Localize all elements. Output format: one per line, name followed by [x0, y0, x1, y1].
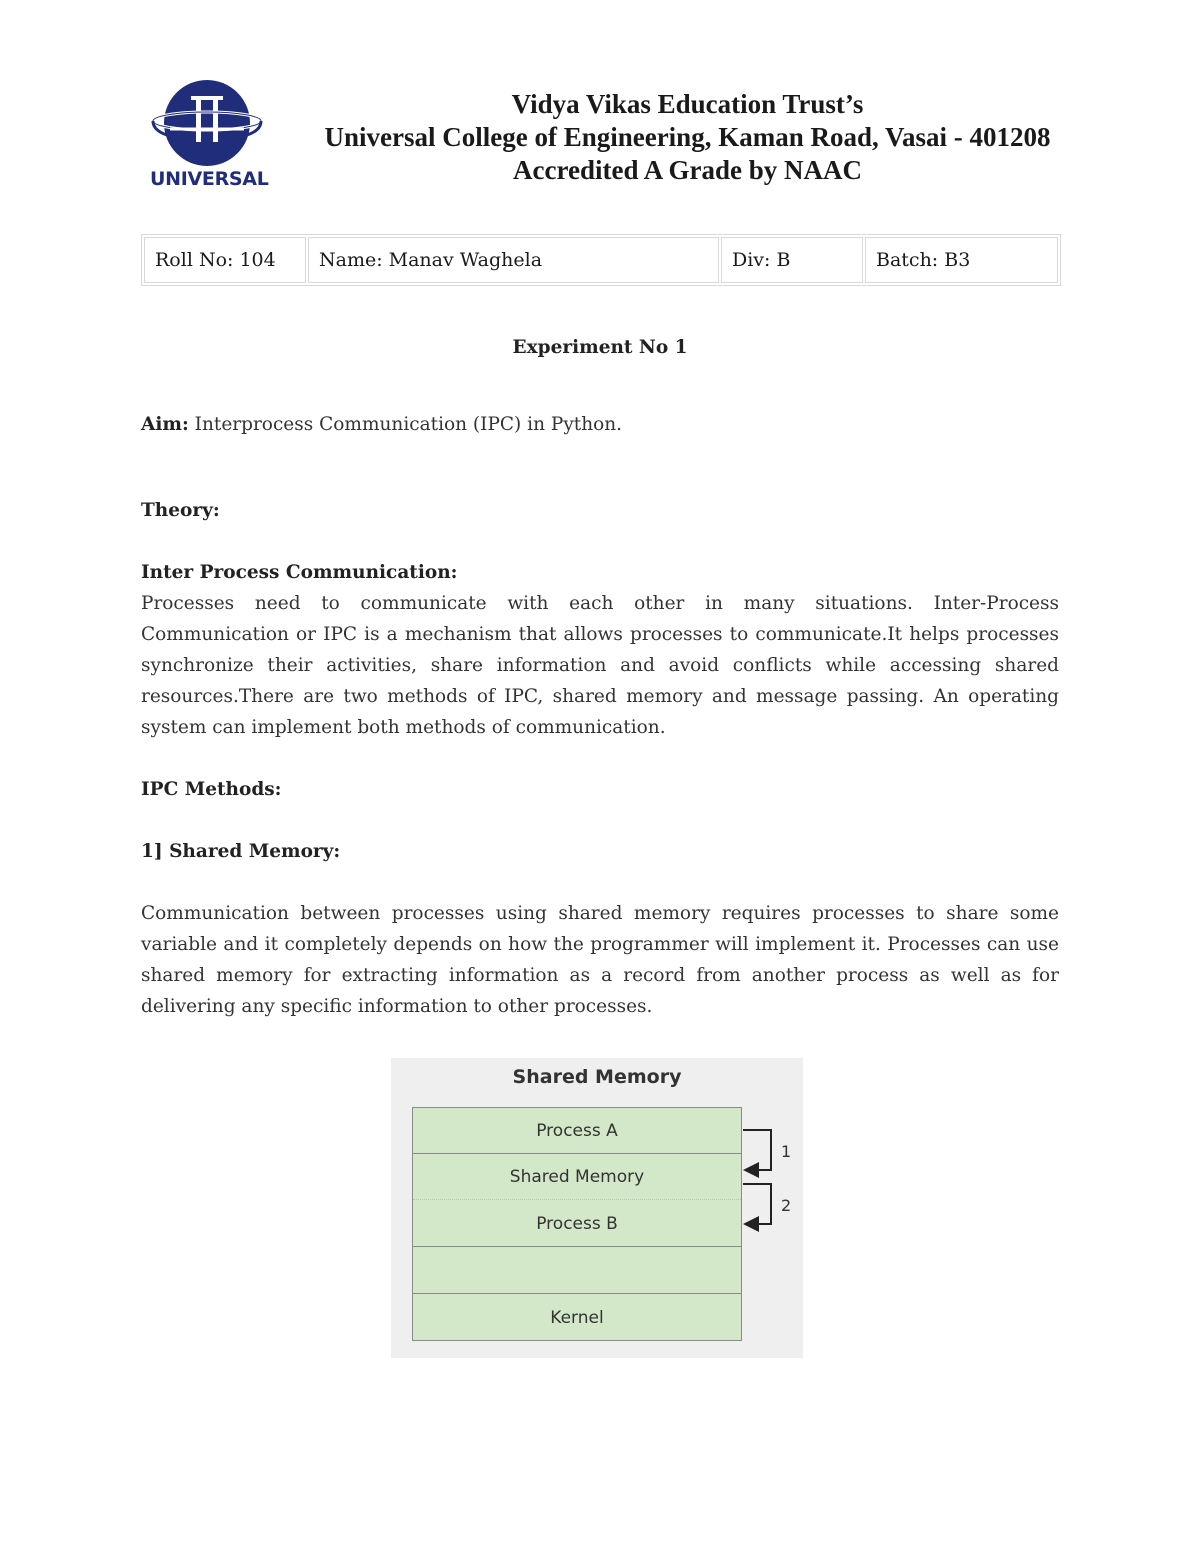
experiment-title: Experiment No 1: [512, 337, 688, 358]
ipc-paragraph: Processes need to communicate with each other in many situations. Inter-Process Communication or IPC is a mechanism that allows processes to communicate.It helps processes synchronize their activities, share information and avoid conflicts while accessing shared resources.There are two methods of IPC, shared memory and message passing. An operating system can implement both methods of communication.: [141, 593, 1059, 738]
process-a-block: Process A: [413, 1108, 741, 1154]
memory-stack: [412, 1107, 742, 1341]
empty-block: [413, 1248, 741, 1294]
arrow-2-icon: [743, 1184, 771, 1224]
logo-text: UNIVERSAL: [150, 168, 269, 190]
arrow-1-icon: [743, 1130, 771, 1170]
aim-line: [141, 409, 1059, 440]
shared-memory-block: Shared Memory: [413, 1154, 741, 1200]
theory-heading: Theory:: [141, 500, 220, 521]
arrow-label-1: 1: [781, 1142, 792, 1161]
shared-memory-heading: 1] Shared Memory:: [141, 841, 341, 862]
college-logo: [150, 74, 268, 194]
arrows-icon: [741, 1124, 781, 1234]
student-info-table: [141, 234, 1061, 286]
accreditation: Accredited A Grade by NAAC: [513, 155, 862, 185]
shared-memory-paragraph: Communication between processes using shared memory requires processes to share some variable and it completely depends on how the programmer will implement it. Processes can use shared memory for extracting information as a record from another process as well as for delivering any specific information to other processes.: [141, 903, 1059, 1017]
shared-memory-diagram: [391, 1058, 803, 1358]
name-cell: Name: Manav Waghela: [308, 237, 719, 283]
process-b-block: Process B: [413, 1201, 741, 1247]
methods-heading: IPC Methods:: [141, 779, 282, 800]
aim-label: Aim:: [141, 414, 189, 435]
roll-no-cell: Roll No: 104: [144, 237, 306, 283]
diagram-title: Shared Memory: [512, 1066, 682, 1088]
trust-name: Vidya Vikas Education Trust’s: [511, 89, 864, 119]
student-info-row: [144, 237, 1058, 283]
div-cell: Div: B: [721, 237, 863, 283]
arrow-label-2: 2: [781, 1196, 792, 1215]
kernel-block: Kernel: [550, 1308, 604, 1328]
globe-logo-icon: [150, 74, 268, 166]
institution-header: [300, 88, 1075, 187]
college-name: Universal College of Engineering, Kaman Road, Vasai - 401208: [324, 122, 1051, 152]
aim-text: Interprocess Communication (IPC) in Python.: [188, 414, 623, 435]
ipc-heading: Inter Process Communication:: [141, 562, 458, 583]
batch-cell: Batch: B3: [865, 237, 1058, 283]
